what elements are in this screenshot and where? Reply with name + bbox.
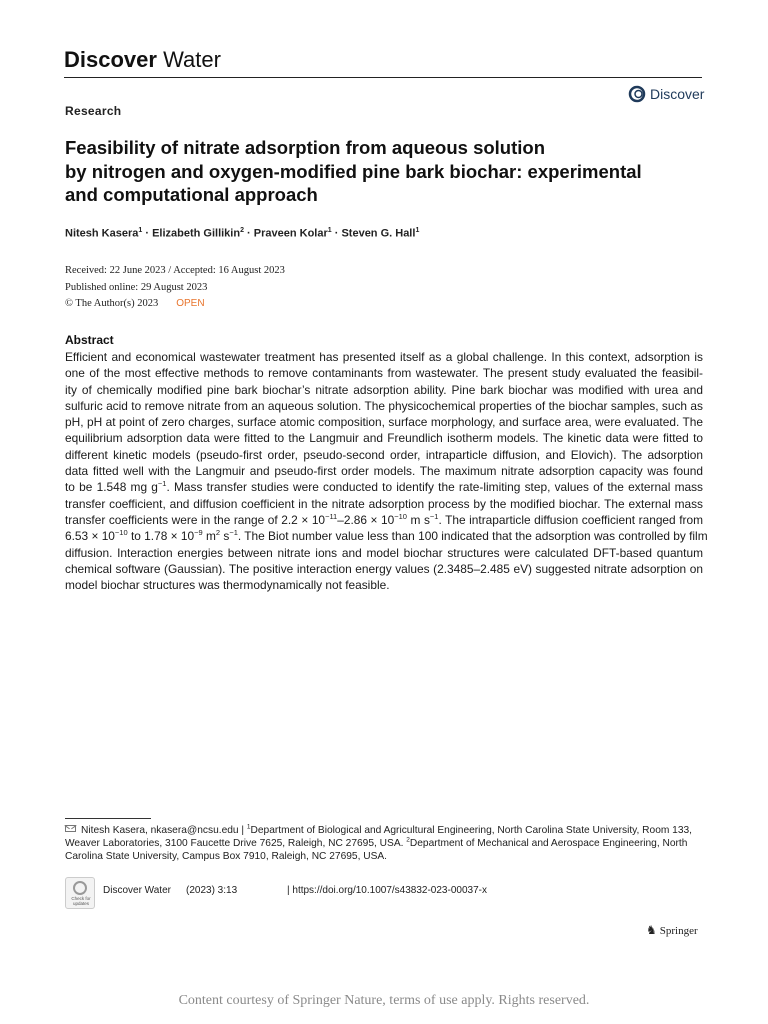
citation-journal: Discover Water — [103, 885, 171, 896]
abstract-line: transfer coefficient, and diffusion coefficient in the nitrate adsorption process by the modified biochar. The external mass — [65, 496, 703, 511]
author-name[interactable]: Nitesh Kasera — [65, 227, 139, 240]
abstract-line: model biochar structures was thermodynamically not feasible. — [65, 578, 390, 593]
citation-volume: (2023) 3:13 — [186, 885, 238, 896]
check-updates-text: Check for updates — [71, 896, 91, 906]
abstract-line: diffusion. Interaction energies between nitrate ions and model biochar structures were calculated DFT-based quantum — [65, 545, 703, 560]
publisher-name: Springer — [659, 924, 698, 937]
received-accepted: Received: 22 June 2023 / Accepted: 16 August 2023 — [65, 265, 285, 276]
footnote-line: Carolina State University, Campus Box 7910, Raleigh, NC 27695, USA. — [65, 851, 388, 863]
abstract-line: pH, pH at point of zero charges, surface atomic composition, surface morphology, and surface area, were evaluated. The — [65, 415, 703, 430]
header-rule — [64, 77, 702, 78]
abstract-line: Efficient and economical wastewater treatment has presented itself as a global challenge. In this context, adsorption is — [65, 350, 703, 364]
check-for-updates-badge[interactable] — [65, 877, 95, 909]
open-access-label: OPEN — [176, 298, 205, 309]
author-affiliation: 1 — [415, 227, 420, 234]
author-affiliation: 1 — [138, 227, 143, 234]
journal-name-light: Water — [163, 47, 221, 72]
published-online: Published online: 29 August 2023 — [65, 281, 208, 293]
abstract-line: to be 1.548 mg $g^{-1}$. Mass transfer studies were conducted to identify the rate-limiting step, values of the external mass — [65, 479, 704, 495]
abstract-line: transfer coefficients were in the range of $2.2 \times 10^{-11}-2.86 \times 10^{-10}$ m $s^{-1}$. The intraparticle diffusion coefficient ranged from — [65, 512, 703, 527]
citation-doi-link[interactable]: | https://doi.org/10.1007/s43832-023-00037-x — [287, 885, 487, 896]
abstract-heading: Abstract — [65, 333, 114, 347]
author-list: Nitesh Kasera$^1$ · Elizabeth Gillikin$^2$ · Praveen Kolar$^1$ · Steven G. Hall$^1$ — [65, 227, 420, 240]
abstract-line: one of the most effective methods to remove contaminants from wastewater. The present study evaluated the feasibil- — [65, 366, 703, 381]
courtesy-notice: Content courtesy of Springer Nature, terms of use apply. Rights reserved. — [178, 993, 590, 1008]
article-type: Research — [65, 104, 122, 118]
email-icon — [65, 825, 76, 832]
abstract-line: sulfuric acid to remove nitrate from an aqueous solution. The physicochemical properties of the biochar samples, such as — [65, 398, 703, 413]
footnote-line: Weaver Laboratories, 3100 Faucette Drive 7625, Raleigh, NC 27695, USA. $^2$Department of Mechanical and Aerospace Engineering, North — [65, 836, 688, 850]
abstract-line: equilibrium adsorption data were fitted to the Langmuir and Freundlich isotherm models. The kinetic data were fitted to — [65, 431, 703, 446]
discover-logo[interactable] — [628, 84, 704, 104]
check-updates-icon — [73, 881, 87, 895]
title-line: Feasibility of nitrate adsorption from aqueous solution — [65, 137, 546, 158]
abstract-line: data fitted well with the Langmuir and pseudo-first order models. The maximum nitrate adsorption capacity was found — [65, 464, 703, 479]
abstract-line: different kinetic models (pseudo-first order, pseudo-second order, intraparticle diffusion, and Elovich). The adsorption — [65, 447, 703, 462]
abstract-line: $6.53 \times 10^{-10}$ to $1.78 \times 10^{-9}$ $m^2$ $s^{-1}$. The Biot number value less than 100 indicated that the adsorption was controlled by film — [65, 528, 708, 544]
abstract-body — [65, 349, 708, 593]
journal-name-bold: Discover — [64, 47, 157, 72]
springer-horse-icon: ♞ — [646, 923, 657, 937]
publisher-logo — [646, 923, 698, 938]
author-affiliation: 1 — [327, 227, 332, 234]
discover-logo-icon — [628, 85, 646, 103]
author-name[interactable]: Praveen Kolar — [253, 227, 328, 240]
journal-name — [64, 46, 221, 74]
title-line: and computational approach — [65, 184, 318, 205]
abstract-line: ity of chemically modified pine bark biochar’s nitrate adsorption ability. Pine bark biochar was modified with urea and — [65, 382, 703, 397]
footnote-line: Nitesh Kasera, nkasera@ncsu.edu | $^1$Department of Biological and Agricultural Engineering, North Carolina State University, Room 133, — [65, 824, 705, 837]
article-dates — [65, 263, 285, 313]
title-line: by nitrogen and oxygen-modified pine bark biochar: experimental — [65, 160, 642, 182]
author-name[interactable]: Elizabeth Gillikin — [152, 227, 241, 240]
footnote — [65, 824, 705, 864]
author-name[interactable]: Steven G. Hall — [341, 227, 416, 240]
abstract-line: chemical software (Gaussian). The positive interaction energy values (2.3485–2.485 eV) suggested nitrate adsorption on — [65, 561, 703, 576]
footnote-rule — [65, 818, 151, 819]
article-title — [65, 136, 665, 207]
author-affiliation: 2 — [240, 227, 244, 234]
copyright-notice: © The Author(s) 2023 — [65, 298, 159, 309]
discover-logo-text: Discover — [650, 86, 705, 102]
